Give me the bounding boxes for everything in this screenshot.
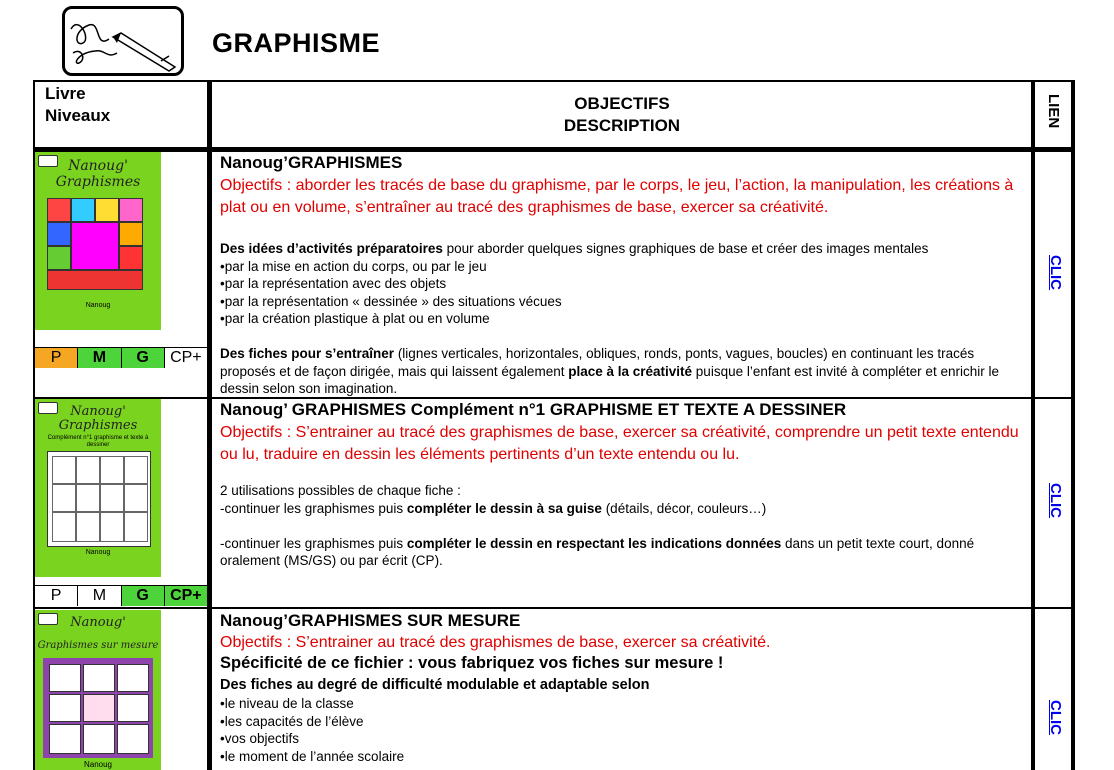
level-g: G: [122, 348, 165, 368]
header-lien-label: LIEN: [1045, 94, 1062, 129]
cover-tile: [47, 246, 71, 270]
level-cp: CP+: [170, 349, 202, 366]
cover-tile: [47, 198, 71, 222]
clic-link-label[interactable]: CLIC: [1047, 483, 1064, 518]
bullet-item: •vos objectifs: [220, 731, 300, 746]
desc-text: (détails, décor, couleurs…): [601, 500, 767, 516]
pencil-icon: [65, 9, 181, 73]
bullet-item: •par la création plastique à plat ou en volume: [220, 311, 490, 326]
desc-text: pour aborder quelques signes graphiques de base et créer des images mentales: [442, 241, 929, 256]
cover-author: Nanoug: [83, 760, 113, 769]
book-cover-graphismes-sur-mesure[interactable]: [35, 610, 161, 770]
desc-text: dans un petit texte court, donné oralement (MS/GS) ou par écrit (CP).: [220, 535, 975, 568]
row-title: Nanoug’ GRAPHISMES Complément n°1 GRAPHISME ET TEXTE A DESSINER: [220, 400, 847, 419]
desc-bold: Des idées d’activités préparatoires: [220, 241, 443, 256]
level-g: G: [122, 586, 165, 606]
clic-link[interactable]: [1040, 255, 1066, 315]
desc-text: (lignes verticales, horizontales, obliques, ronds, ponts, vagues, boucles) en continuant les tracés proposés et de façon dirigée, mais qui laissent également: [220, 346, 975, 379]
cover-illustration: [43, 658, 153, 758]
table-border-col2: [1031, 80, 1035, 770]
desc-text: 2 utilisations possibles de chaque fiche :: [220, 483, 461, 498]
desc-text: -continuer les graphismes puis: [220, 535, 407, 551]
level-badges: [35, 585, 207, 606]
row-objectives: Objectifs : S’entrainer au tracé des graphismes de base, exercer sa créativité.: [220, 634, 771, 651]
cover-title: Nanoug' Graphismes: [58, 404, 138, 433]
book-cover-graphismes[interactable]: [35, 152, 161, 330]
row-title: Nanoug’GRAPHISMES: [220, 153, 403, 172]
cover-title: Nanoug' Graphismes: [55, 158, 141, 190]
desc-bold: compléter le dessin en respectant les indications données: [406, 535, 782, 551]
clic-link-label[interactable]: CLIC: [1047, 255, 1064, 290]
row-objectives: Objectifs : aborder les tracés de base du graphisme, par le corps, le jeu, l’action, la manipulation, les créations à plat ou en volume, s’entraîner au tracé des graphismes de base, exercer sa créativité.: [220, 177, 1014, 216]
header-lien: [1036, 90, 1066, 148]
cover-author: Nanoug: [85, 302, 111, 309]
header-description: DESCRIPTION: [563, 116, 681, 135]
level-p: P: [35, 586, 78, 606]
cover-tile: [71, 222, 119, 270]
level-cp: CP+: [165, 586, 207, 606]
row-description: [220, 482, 1020, 570]
desc-bold: place à la créativité: [568, 363, 693, 379]
cover-tile: [95, 198, 119, 222]
bullet-item: •par la représentation « dessinée » des situations vécues: [220, 293, 562, 309]
bullet-item: •le moment de l’année scolaire: [220, 748, 405, 764]
cover-tile: [47, 222, 71, 246]
header-objectifs: OBJECTIFS: [574, 94, 670, 113]
row-description: [220, 240, 1020, 398]
table-border-col1: [207, 80, 212, 770]
cover-subtitle: Graphismes sur mesure: [37, 640, 159, 651]
row-title: Nanoug’GRAPHISMES SUR MESURE: [220, 611, 521, 630]
table-border-top: [33, 80, 1075, 82]
cover-tile: [71, 198, 95, 222]
bullet-item: •les capacités de l’élève: [220, 713, 364, 729]
header-objectifs-description: [212, 93, 1032, 137]
clic-link-label[interactable]: CLIC: [1047, 700, 1064, 735]
level-p: P: [35, 348, 78, 368]
desc-bold: compléter le dessin à sa guise: [406, 500, 602, 516]
row-subheading: Des fiches au degré de difficulté modulable et adaptable selon: [220, 677, 650, 693]
row-objectives: Objectifs : S’entrainer au tracé des graphismes de base, exercer sa créativité, comprendre un petit texte entendu ou lu, traduire en dessin les éléments pertinents d’un texte entendu ou lu.: [220, 424, 1019, 463]
graphisme-logo: [62, 6, 184, 76]
bullet-item: •par la représentation avec des objets: [220, 276, 447, 291]
cover-author: Nanoug: [85, 549, 111, 556]
cover-illustration: [47, 451, 151, 547]
level-m: M: [78, 586, 121, 606]
level-badges: [35, 347, 207, 368]
cover-tile: [119, 246, 143, 270]
table-border-right: [1071, 80, 1075, 770]
desc-bold: Des fiches pour s’entraîner: [220, 346, 395, 361]
desc-text: -continuer les graphismes puis: [220, 500, 407, 516]
cover-tile: [119, 198, 143, 222]
header-livre: Livre: [45, 84, 86, 103]
clic-link[interactable]: [1040, 483, 1066, 543]
bullet-item: •le niveau de la classe: [220, 696, 354, 711]
level-m: M: [78, 348, 121, 368]
header-niveaux: Niveaux: [45, 106, 111, 125]
cover-tile: [119, 222, 143, 246]
page-title: GRAPHISME: [212, 28, 381, 58]
desc-text: puisque l’enfant est invité à compléter et enrichir le dessin selon son imagination.: [220, 363, 999, 396]
book-cover-graphismes-complement[interactable]: [35, 399, 161, 577]
cover-subtitle: Complément n°1 graphisme et texte à dessiner: [47, 435, 149, 448]
table-header-divider: [33, 147, 1075, 152]
row-specificity: Spécificité de ce fichier : vous fabriquez vos fiches sur mesure !: [220, 654, 724, 672]
bullet-item: •par la mise en action du corps, ou par le jeu: [220, 258, 487, 274]
cover-title: Nanoug': [70, 615, 126, 630]
row-description: [220, 695, 1020, 765]
clic-link[interactable]: [1040, 700, 1066, 760]
header-livre-niveaux: [45, 83, 110, 127]
cover-tile: [47, 270, 143, 290]
row-divider-2: [33, 607, 1075, 609]
